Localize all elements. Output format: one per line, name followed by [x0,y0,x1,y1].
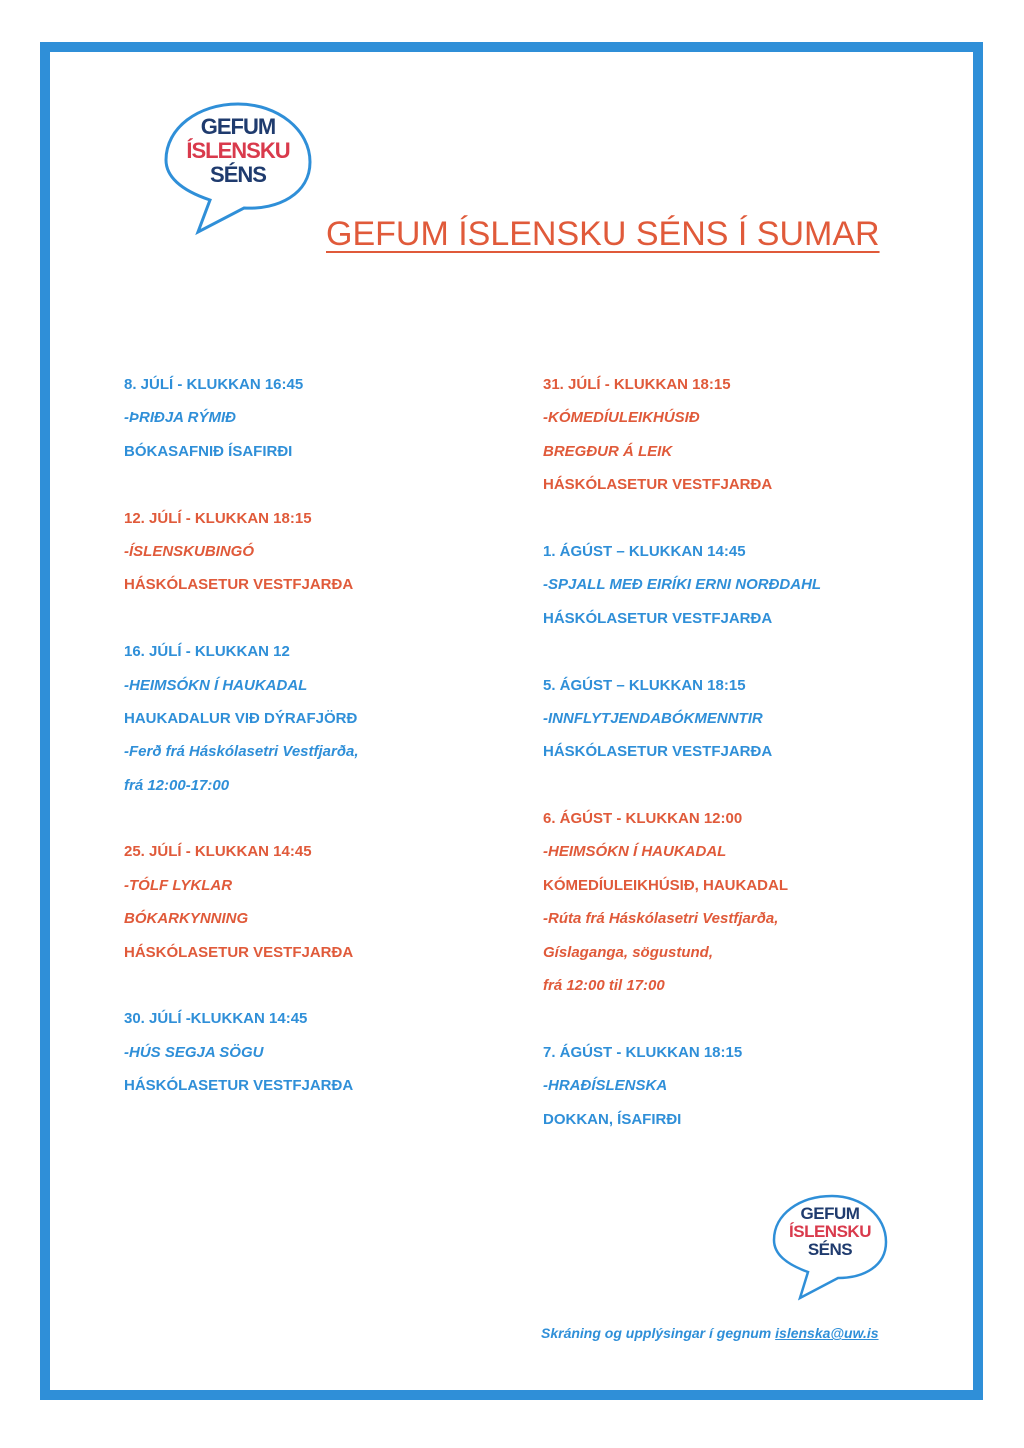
event-block [118,1006,359,1106]
event-detail: -HEIMSÓKN Í HAUKADAL [124,676,308,694]
event-detail: -HEIMSÓKN Í HAUKADAL [543,843,727,861]
event-date: 6. ÁGÚST - KLUKKAN 12:00 [543,810,743,828]
logo-line-2: ÍSLENSKU [186,138,290,163]
event-date: 16. JÚLÍ - KLUKKAN 12 [124,643,290,661]
events-column-left [118,372,359,1107]
event-date: 5. ÁGÚST – KLUKKAN 18:15 [543,676,746,694]
registration-footer [541,1325,879,1341]
event-date: 12. JÚLÍ - KLUKKAN 18:15 [124,509,312,527]
event-detail: HÁSKÓLASETUR VESTFJARÐA [543,609,773,627]
logo-line-2: ÍSLENSKU [789,1222,871,1241]
logo-line-3: SÉNS [210,162,266,187]
event-detail: HAUKADALUR VIÐ DÝRAFJÖRÐ [124,709,358,727]
event-date: 30. JÚLÍ -KLUKKAN 14:45 [124,1010,308,1028]
event-block [537,539,821,673]
event-block [537,673,821,807]
event-detail: -HÚS SEGJA SÖGU [124,1043,264,1061]
event-detail: -Ferð frá Háskólasetri Vestfjarða, [124,743,359,761]
event-date: 8. JÚLÍ - KLUKKAN 16:45 [124,376,304,393]
page-title: GEFUM ÍSLENSKU SÉNS Í SUMAR [326,215,880,253]
spacer [537,639,821,672]
event-detail: -HRAÐÍSLENSKA [543,1077,668,1095]
event-detail: -ÞRIÐJA RÝMIÐ [124,409,236,427]
event-detail: KÓMEDÍULEIKHÚSIÐ, HAUKADAL [543,876,788,894]
event-block [118,839,359,1006]
event-detail: -SPJALL MEÐ EIRÍKI ERNI NORÐDAHL [543,576,822,594]
event-detail: HÁSKÓLASETUR VESTFJARÐA [124,943,354,961]
event-detail: -Rúta frá Háskólasetri Vestfjarða, [543,910,779,928]
event-detail: HÁSKÓLASETUR VESTFJARÐA [543,476,773,494]
spacer [118,806,359,839]
event-detail: HÁSKÓLASETUR VESTFJARÐA [124,1077,354,1095]
event-detail: BÓKARKYNNING [124,910,249,928]
event-date: 1. ÁGÚST – KLUKKAN 14:45 [543,542,746,560]
event-date: 25. JÚLÍ - KLUKKAN 14:45 [124,843,312,861]
event-date: 31. JÚLÍ - KLUKKAN 18:15 [543,376,731,393]
event-block [537,806,821,1040]
logo-speech-bubble-footer [770,1192,890,1302]
logo-line-1: GEFUM [200,114,276,139]
event-detail: -KÓMEDÍULEIKHÚSIÐ [543,409,700,427]
event-detail: Gíslaganga, sögustund, [543,943,714,961]
logo-line-3: SÉNS [807,1240,853,1259]
event-block [118,506,359,640]
event-detail: HÁSKÓLASETUR VESTFJARÐA [543,743,773,761]
spacer [537,506,821,539]
spacer [537,773,821,806]
footer-text: Skráning og upplýsingar í gegnum [541,1325,776,1341]
event-detail: -ÍSLENSKUBINGÓ [124,542,255,560]
event-block [118,639,359,839]
event-detail: frá 12:00-17:00 [124,776,230,794]
event-detail: -TÓLF LYKLAR [124,876,233,894]
event-detail: BÓKASAFNIÐ ÍSAFIRÐI [124,442,293,460]
spacer [537,1006,821,1039]
logo-line-1: GEFUM [800,1204,860,1223]
event-block [118,372,359,506]
event-detail: BREGÐUR Á LEIK [543,442,673,460]
events-column-right [537,372,821,1140]
event-detail: -INNFLYTJENDABÓKMENNTIR [543,709,763,727]
event-block [537,372,821,539]
event-detail: frá 12:00 til 17:00 [543,977,665,995]
event-block [537,1040,821,1140]
email-link[interactable]: islenska@uw.is [775,1325,879,1341]
event-detail: HÁSKÓLASETUR VESTFJARÐA [124,576,354,594]
event-date: 7. ÁGÚST - KLUKKAN 18:15 [543,1043,743,1061]
event-detail: DOKKAN, ÍSAFIRÐI [543,1110,682,1128]
spacer [118,472,359,505]
spacer [118,973,359,1006]
logo-speech-bubble [162,100,314,240]
spacer [118,606,359,639]
